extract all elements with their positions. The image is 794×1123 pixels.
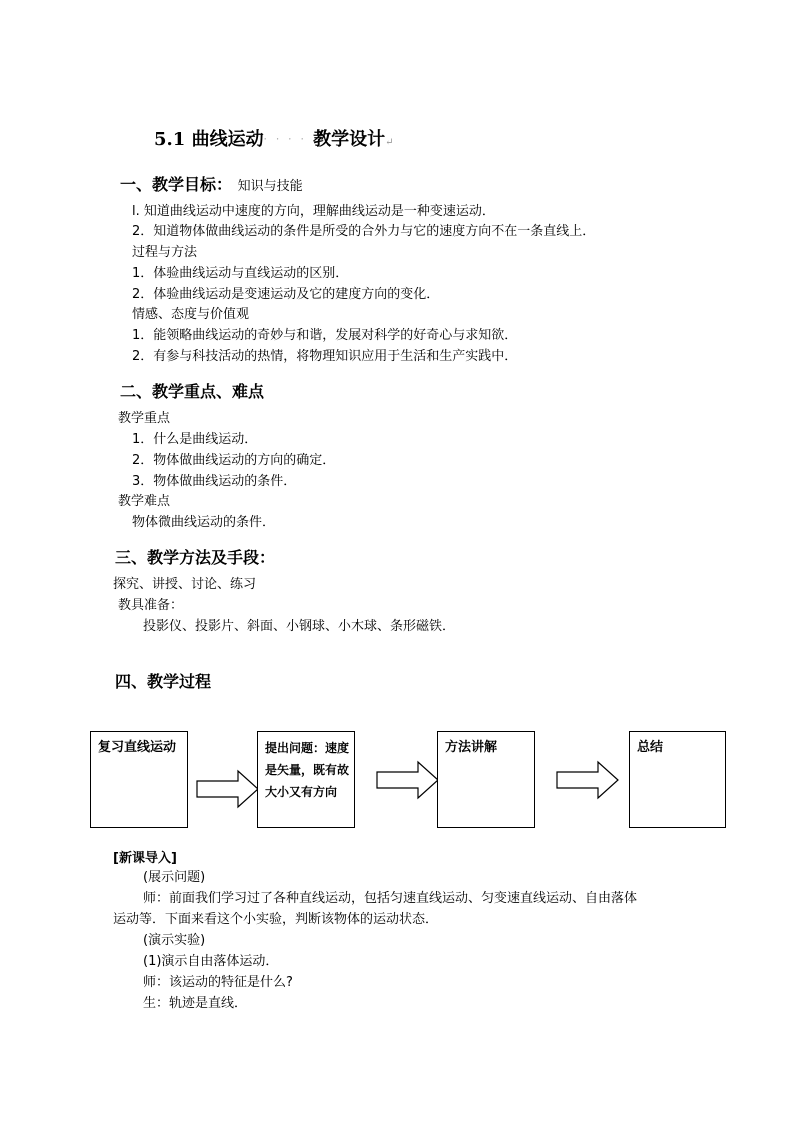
- intro-label: [新课导入]: [113, 851, 177, 866]
- flow-box-question: [257, 731, 355, 828]
- title-dots: · · · ·: [263, 134, 307, 146]
- methods-text: 探究、讲授、讨论、练习: [113, 577, 257, 592]
- subheading: 过程与方法: [132, 245, 198, 260]
- tools-label: 教具准备：: [118, 598, 184, 613]
- list-item: 1．体验曲线运动与直线运动的区别．: [132, 266, 349, 281]
- title-text: 5.1 曲线运动: [154, 129, 264, 150]
- list-item: 1．什么是曲线运动．: [132, 432, 258, 447]
- list-item: 2．知道物体做曲线运动的条件是所受的合外力与它的速度方向不在一条直线上．: [132, 224, 596, 239]
- flow-box-review: [90, 731, 188, 828]
- arrow-right-icon: [196, 769, 260, 809]
- arrow-right-icon: [376, 760, 440, 800]
- subheading: 教学难点: [118, 494, 171, 509]
- list-item: 物体微曲线运动的条件．: [132, 515, 276, 530]
- section1-heading: [120, 172, 303, 195]
- lesson-line: 师：该运动的特征是什么?: [143, 975, 293, 990]
- list-item: 2．有参与科技活动的热情，将物理知识应用于生活和生产实践中．: [132, 349, 518, 364]
- flow-box-label: 总结: [637, 740, 664, 755]
- lesson-line: (1)演示自由落体运动．: [143, 954, 279, 969]
- flow-box-summary: [629, 731, 726, 828]
- list-item: l. 知道曲线运动中速度的方向，理解曲线运动是一种变速运动．: [132, 204, 495, 219]
- subheading: 教学重点: [118, 411, 171, 426]
- lesson-line: 运动等．下面来看这个小实验，判断该物体的运动状态．: [113, 912, 439, 927]
- subheading: 情感、态度与价值观: [132, 307, 250, 322]
- flow-box-label: 提出问题：速度是矢量，既有故大小又有方向: [265, 741, 350, 799]
- list-item: 1．能领略曲线运动的奇妙与和谐，发展对科学的好奇心与求知欲．: [132, 328, 518, 343]
- section2-heading: 二、教学重点、难点: [120, 382, 265, 401]
- section4-heading: 四、教学过程: [115, 672, 212, 691]
- page-title: [154, 125, 394, 151]
- flow-box-method: [437, 731, 535, 828]
- list-item: 2．物体做曲线运动的方向的确定．: [132, 453, 336, 468]
- title-suffix: 教学设计: [313, 129, 386, 150]
- flow-box-label: 复习直线运动: [98, 740, 177, 755]
- section1-heading-text: 一、教学目标：: [120, 175, 233, 194]
- lesson-line: (演示实验): [143, 933, 206, 948]
- lesson-line: (展示问题): [143, 870, 206, 885]
- paragraph-mark-icon: ↵: [385, 137, 394, 148]
- list-item: 3．物体做曲线运动的条件．: [132, 474, 297, 489]
- section3-heading: 三、教学方法及手段：: [115, 548, 276, 567]
- list-item: 2．体验曲线运动是变速运动及它的建度方向的变化．: [132, 287, 440, 302]
- lesson-line: 生：轨迹是直线．: [143, 996, 248, 1011]
- flow-box-label: 方法讲解: [445, 740, 498, 755]
- lesson-line: 师：前面我们学习过了各种直线运动，包括匀速直线运动、匀变速直线运动、自由落体: [143, 891, 638, 906]
- section1-note: 知识与技能: [237, 179, 303, 194]
- tools-text: 投影仪、投影片、斜面、小钢球、小木球、条形磁铁．: [143, 619, 456, 634]
- arrow-right-icon: [556, 760, 620, 800]
